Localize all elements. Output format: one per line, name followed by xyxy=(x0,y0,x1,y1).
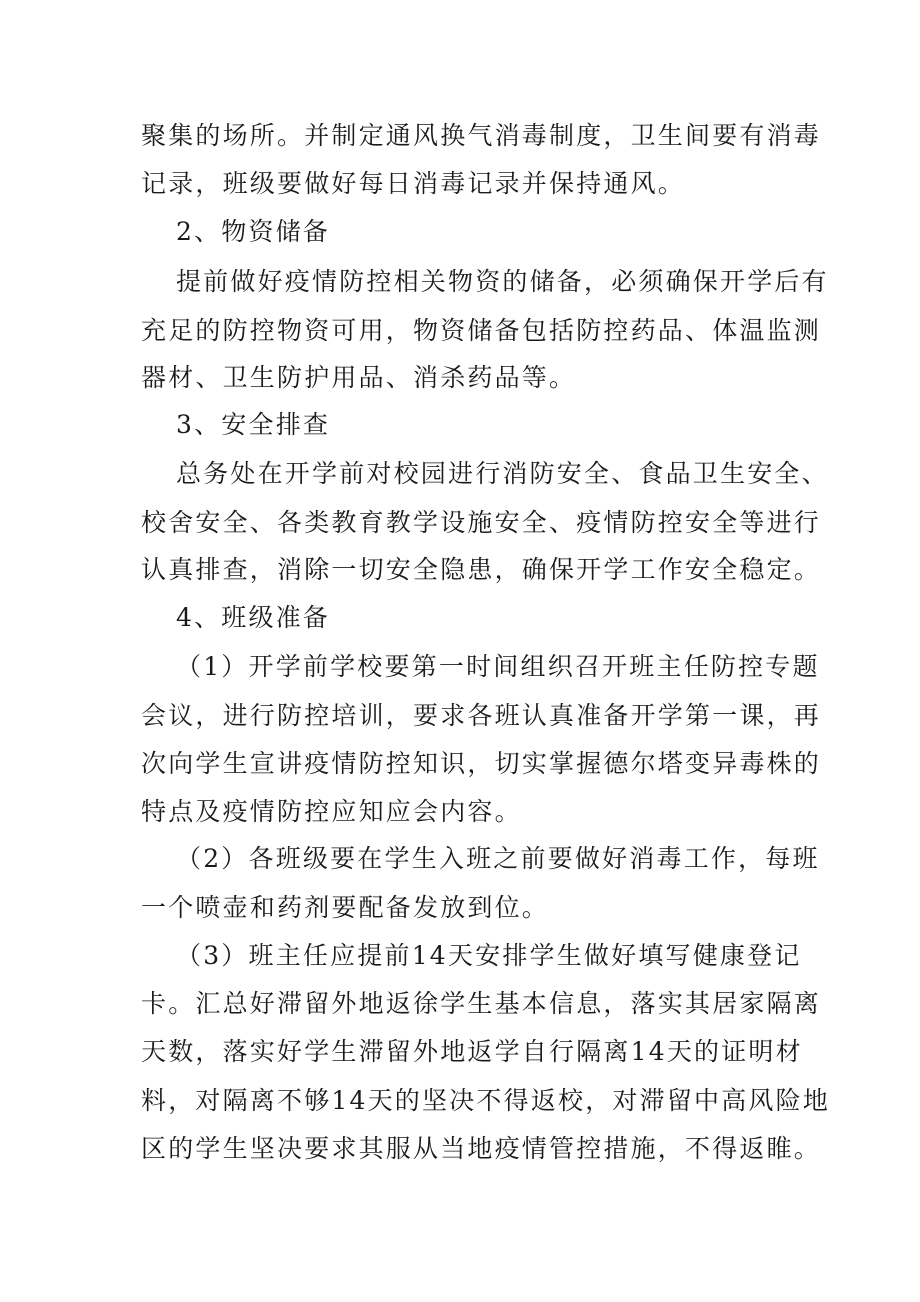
paragraph-line: 认真排查，消除一切安全隐患，确保开学工作安全稳定。 xyxy=(141,555,822,584)
paragraph-line: 特点及疫情防控应知应会内容。 xyxy=(141,797,522,826)
paragraph-line: 校舍安全、各类教育教学设施安全、疫情防控安全等进行 xyxy=(141,508,822,537)
paragraph-line: （1）开学前学校要第一时间组织召开班主任防控专题 xyxy=(176,652,820,681)
paragraph-line: 天数，落实好学生滞留外地返学自行隔离14天的证明材 xyxy=(141,1037,803,1066)
paragraph-line: 卡。汇总好滞留外地返徐学生基本信息，落实其居家隔离 xyxy=(141,989,822,1018)
paragraph-line: 提前做好疫情防控相关物资的储备，必须确保开学后有 xyxy=(176,267,829,296)
section-heading-supplies: 2、物资储备 xyxy=(176,217,331,246)
paragraph-line: 次向学生宣讲疫情防控知识，切实掌握德尔塔变异毒株的 xyxy=(141,749,822,778)
paragraph-line: 器材、卫生防护用品、消杀药品等。 xyxy=(141,363,577,392)
paragraph-line: 会议，进行防控培训，要求各班认真准备开学第一课，再 xyxy=(141,701,822,730)
paragraph-line: 料，对隔离不够14天的坚决不得返校，对滞留中高风险地 xyxy=(141,1086,831,1115)
section-heading-class-prep: 4、班级准备 xyxy=(176,603,331,632)
paragraph-line: 充足的防控物资可用，物资储备包括防控药品、体温监测 xyxy=(141,316,822,345)
paragraph-line: 记录，班级要做好每日消毒记录并保持通风。 xyxy=(141,169,686,198)
section-heading-safety-check: 3、安全排查 xyxy=(176,410,331,439)
paragraph-line: 总务处在开学前对校园进行消防安全、食品卫生安全、 xyxy=(176,459,829,488)
paragraph-line: 一个喷壶和药剂要配备发放到位。 xyxy=(141,893,550,922)
paragraph-line: 区的学生坚决要求其服从当地疫情管控措施，不得返睢。 xyxy=(141,1134,822,1163)
paragraph-line: （2）各班级要在学生入班之前要做好消毒工作，每班 xyxy=(176,844,820,873)
paragraph-line: （3）班主任应提前14天安排学生做好填写健康登记 xyxy=(176,941,802,970)
paragraph-line: 聚集的场所。并制定通风换气消毒制度，卫生间要有消毒 xyxy=(141,121,822,150)
